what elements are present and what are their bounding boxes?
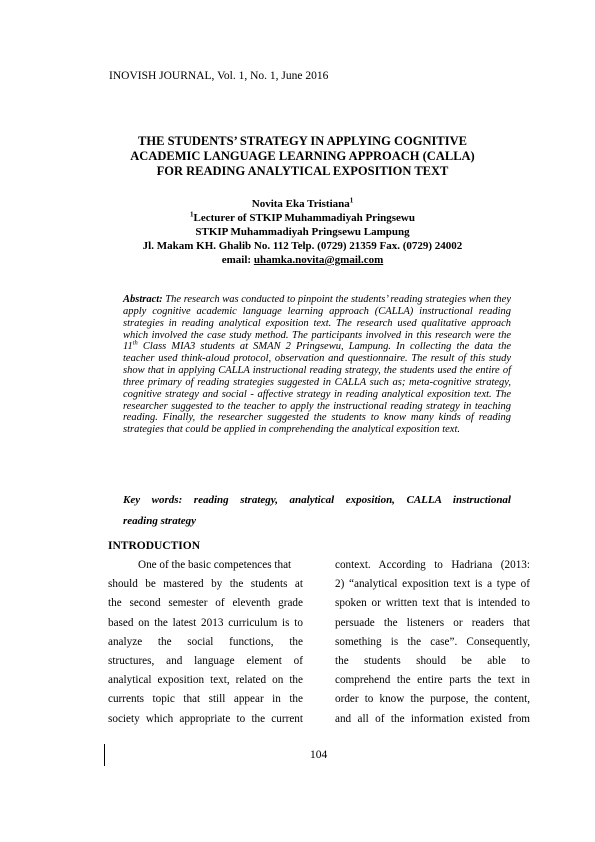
abstract-text-1: The research was conducted to pinpoint the students’ reading strategies when they apply cognitive academic language learning approach (CALLA) instructional reading strategies in reading analytical exposition text. The research used qualitative approach which involved the case study method. The participants involved in this research were the 11	[123, 294, 511, 353]
text-line: context. According to Hadriana (2013:	[335, 559, 530, 571]
text-line: structures, and language element of	[108, 654, 303, 667]
text-line: currents topic that still appear in the	[108, 693, 303, 706]
text-line: the students should be able to	[335, 654, 530, 667]
text-line: analyze the social functions, the	[108, 635, 303, 648]
journal-header: INOVISH JOURNAL, Vol. 1, No. 1, June 2016	[109, 70, 329, 82]
text-line: order to know the purpose, the content,	[335, 693, 530, 706]
intro-right-column	[335, 556, 530, 729]
text-line: the second semester of eleventh grade	[108, 597, 303, 610]
keywords-line-2: reading strategy	[123, 515, 197, 527]
paper-title	[110, 134, 495, 179]
author-name: Novita Eka Tristiana	[251, 198, 350, 210]
text-line: and all of the information existed from	[335, 712, 530, 725]
title-line-2: ACADEMIC LANGUAGE LEARNING APPROACH (CALLA)	[130, 149, 475, 163]
margin-bar	[104, 744, 105, 766]
intro-left-column	[108, 556, 303, 729]
text-line: One of the basic competences that	[138, 559, 292, 571]
affiliation-line-1	[110, 211, 495, 225]
abstract	[123, 294, 511, 436]
text-line: persuade the listeners or readers that	[335, 616, 530, 629]
text-line: comprehend the entire parts the text in	[335, 674, 530, 687]
section-heading-introduction: INTRODUCTION	[108, 540, 201, 552]
title-line-3: FOR READING ANALYTICAL EXPOSITION TEXT	[156, 164, 449, 178]
affil-sup: 1	[190, 210, 194, 219]
text-line: 2) “analytical exposition text is a type of	[335, 578, 530, 591]
abstract-label: Abstract:	[123, 294, 163, 305]
abstract-text-2: Class MIA3 students at SMAN 2 Pringsewu, Lampung. In collecting the data the teacher used think-aloud protocol, observation and questionnaire. The result of this study show that in applying CALLA instructional reading strategy, the students used the entire of three primary of reading strategies suggested in CALLA such as; meta-cognitive strategy, cognitive strategy and social - affective strategy in reading analytical exposition text. The researcher suggested to the teacher to apply the instructional reading strategy in teaching reading. Finally, the researcher suggested the students to know many kinds of reading strategies that could be applied in comprehending the analytical exposition text.	[123, 341, 511, 436]
abstract-sup: th	[132, 339, 138, 347]
page-number: 104	[310, 749, 328, 761]
keywords	[123, 490, 511, 532]
keywords-line-1: Key words: reading strategy, analytical exposition, CALLA instructional	[123, 494, 511, 506]
email-label: email:	[221, 254, 254, 266]
author-name-line	[110, 197, 495, 211]
text-line: analytical exposition text, related on the	[108, 674, 303, 687]
address: Jl. Makam KH. Ghalib No. 112 Telp. (0729) 21359 Fax. (0729) 24002	[142, 240, 463, 252]
text-line: based on the latest 2013 curriculum is to	[108, 616, 303, 629]
author-block	[110, 197, 495, 267]
affiliation-1: Lecturer of STKIP Muhammadiyah Pringsewu	[193, 212, 415, 224]
text-line: something is the case”. Consequently,	[335, 635, 530, 648]
text-line: should be mastered by the students at	[108, 578, 303, 591]
email-link[interactable]: uhamka.novita@gmail.com	[253, 254, 384, 266]
email-line	[110, 253, 495, 267]
text-line: society which appropriate to the current	[108, 712, 303, 725]
author-sup: 1	[349, 196, 354, 205]
title-line-1: THE STUDENTS’ STRATEGY IN APPLYING COGNITIVE	[138, 134, 467, 148]
affiliation-2: STKIP Muhammadiyah Pringsewu Lampung	[195, 226, 410, 238]
text-line: spoken or written text that is intended to	[335, 597, 530, 610]
